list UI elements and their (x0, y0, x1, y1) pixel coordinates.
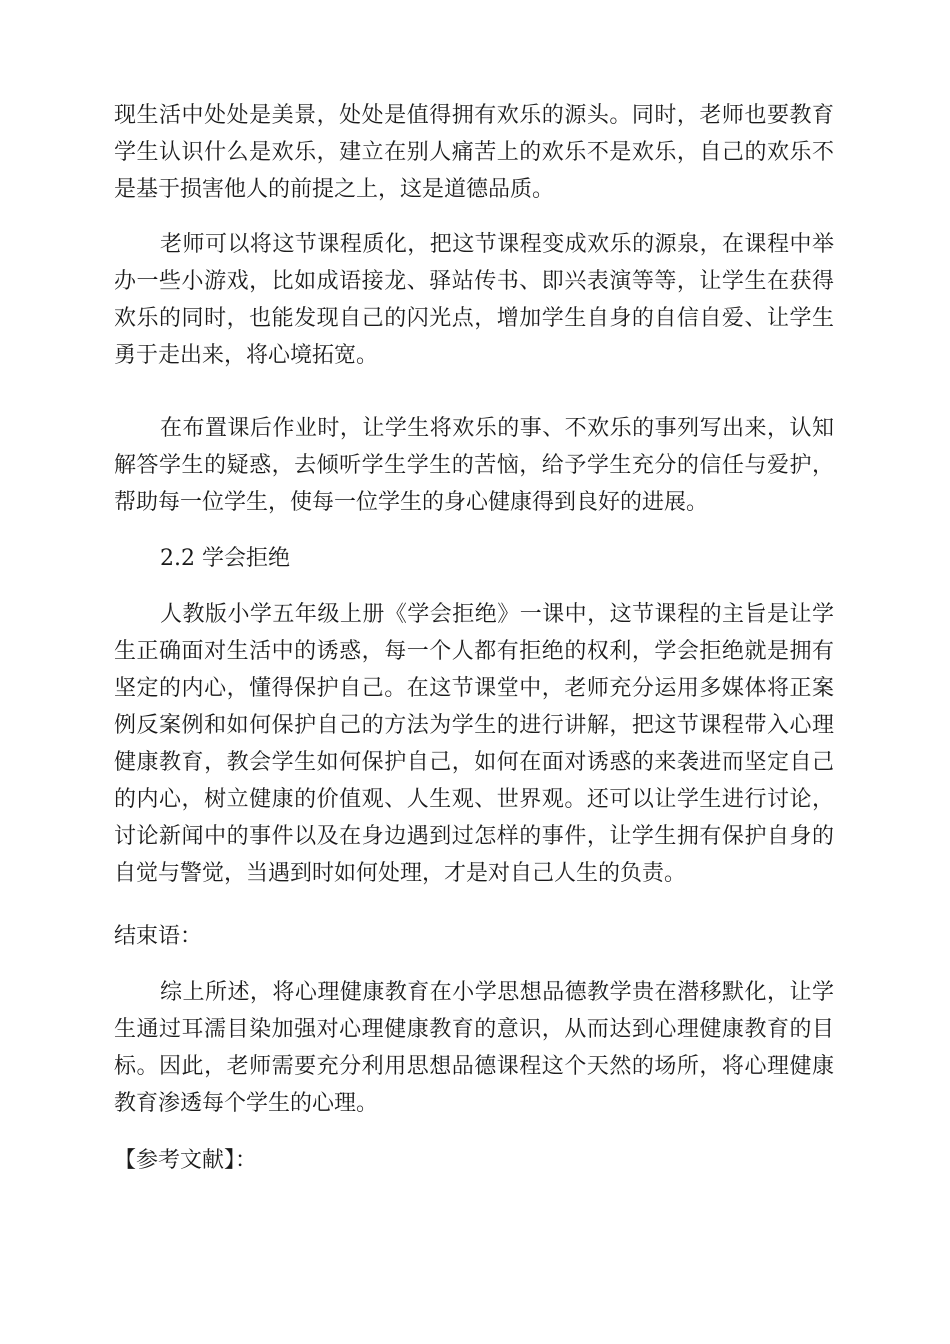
section-heading: 2.2 学会拒绝 (160, 546, 290, 571)
paragraph-1: 现生活中处处是美景，处处是值得拥有欢乐的源头。同时，老师也要教育学生认识什么是欢乐，建立在别人痛苦上的欢乐不是欢乐，自己的欢乐不是基于损害他人的前提之上，这是道德品质。 (114, 103, 834, 202)
references-heading: 【参考文献】： (114, 1148, 258, 1173)
paragraph-2: 老师可以将这节课程质化，把这节课程变成欢乐的源泉，在课程中举办一些小游戏，比如成语接龙、驿站传书、即兴表演等等，让学生在获得欢乐的同时，也能发现自己的闪光点，增加学生自身的自信自爱、让学生勇于走出来，将心境拓宽。 (114, 232, 834, 368)
paragraph-3: 在布置课后作业时，让学生将欢乐的事、不欢乐的事列写出来，认知解答学生的疑惑，去倾听学生学生的苦恼，给予学生充分的信任与爱护，帮助每一位学生，使每一位学生的身心健康得到良好的进展。 (114, 416, 834, 515)
section-paragraph: 人教版小学五年级上册《学会拒绝》一课中，这节课程的主旨是让学生正确面对生活中的诱惑，每一个人都有拒绝的权利，学会拒绝就是拥有坚定的内心，懂得保护自己。在这节课堂中，老师充分运用多媒体将正案例反案例和如何保护自己的方法为学生的进行讲解，把这节课程带入心理健康教育，教会学生如何保护自己，如何在面对诱惑的来袭进而坚定自己的内心，树立健康的价值观、人生观、世界观。还可以让学生进行讨论，讨论新闻中的事件以及在身边遇到过怎样的事件，让学生拥有保护自身的自觉与警觉，当遇到时如何处理，才是对自己人生的负责。 (114, 602, 834, 886)
conclusion-heading: 结束语： (114, 924, 203, 949)
conclusion-paragraph: 综上所述，将心理健康教育在小学思想品德教学贵在潜移默化，让学生通过耳濡目染加强对心理健康教育的意识，从而达到心理健康教育的目标。因此，老师需要充分利用思想品德课程这个天然的场所，将心理健康教育渗透每个学生的心理。 (114, 980, 834, 1116)
